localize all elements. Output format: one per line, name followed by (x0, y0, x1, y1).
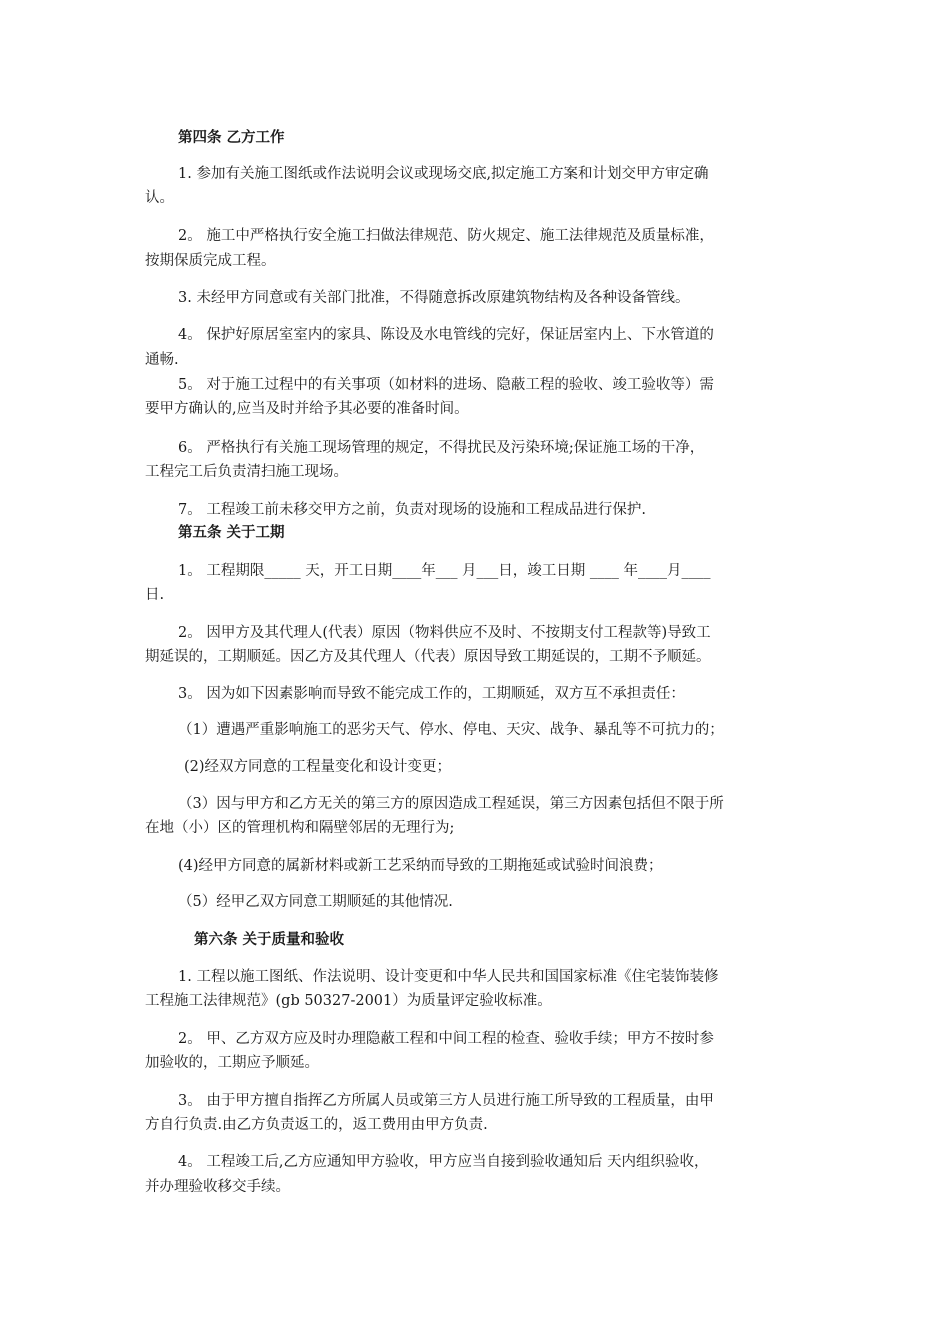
s6-para-1-line-2: 工程施工法律规范》(gb 50327-2001）为质量评定验收标准。 (145, 993, 552, 1009)
s4-para-1-line-1: 1. 参加有关施工图纸或作法说明会议或现场交底,拟定施工方案和计划交甲方审定确 (178, 166, 709, 182)
s4-para-6-line-1: 6。 严格执行有关施工现场管理的规定，不得扰民及污染环境;保证施工场的干净， (178, 440, 705, 456)
s6-para-3-line-1: 3。 由于甲方擅自指挥乙方所属人员或第三方人员进行施工所导致的工程质量，由甲 (178, 1093, 714, 1109)
s6-para-3-line-2: 方自行负责.由乙方负责返工的，返工费用由甲方负责. (145, 1117, 488, 1133)
s5-para-3-line-1: 3。 因为如下因素影响而导致不能完成工作的，工期顺延，双方互不承担责任： (178, 686, 685, 702)
s4-para-4-line-2: 通畅. (145, 352, 179, 368)
s5-item-2-line-1: (2)经双方同意的工程量变化和设计变更； (184, 759, 452, 775)
s4-para-5-line-2: 要甲方确认的,应当及时并给予其必要的准备时间。 (145, 401, 469, 417)
s6-para-2-line-2: 加验收的，工期应予顺延。 (145, 1055, 319, 1071)
s5-item-1-line-1: （1）遭遇严重影响施工的恶劣天气、停水、停电、天灾、战争、暴乱等不可抗力的； (178, 722, 724, 738)
s5-para-2-line-1: 2。 因甲方及其代理人(代表）原因（物料供应不及时、不按期支付工程款等)导致工 (178, 625, 711, 641)
s4-para-2-line-2: 按期保质完成工程。 (145, 253, 276, 269)
s5-para-2-line-2: 期延误的，工期顺延。因乙方及其代理人（代表）原因导致工期延误的，工期不予顺延。 (145, 649, 711, 665)
s5-item-4-line-1: (4)经甲方同意的属新材料或新工艺采纳而导致的工期拖延或试验时间浪费； (178, 858, 663, 874)
s4-para-3-line-1: 3. 未经甲方同意或有关部门批准，不得随意拆改原建筑物结构及各种设备管线。 (178, 290, 690, 306)
s5-item-3-line-1: （3）因与甲方和乙方无关的第三方的原因造成工程延误，第三方因素包括但不限于所 (178, 796, 724, 812)
s5-item-5-line-1: （5）经甲乙双方同意工期顺延的其他情况. (178, 894, 453, 910)
s6-para-2-line-1: 2。 甲、乙方双方应及时办理隐蔽工程和中间工程的检查、验收手续；甲方不按时参 (178, 1031, 714, 1047)
s6-para-4-line-1: 4。 工程竣工后,乙方应通知甲方验收，甲方应当自接到验收通知后 天内组织验收， (178, 1154, 709, 1170)
s4-para-6-line-2: 工程完工后负责清扫施工现场。 (145, 464, 348, 480)
s5-para-1-line-2: 日. (145, 587, 165, 603)
s6-para-4-line-2: 并办理验收移交手续。 (145, 1179, 290, 1195)
section-4-heading: 第四条 乙方工作 (178, 130, 285, 146)
s4-para-4-line-1: 4。 保护好原居室室内的家具、陈设及水电管线的完好，保证居室内上、下水管道的 (178, 327, 714, 343)
s5-para-1-line-1: 1。 工程期限_____ 天，开工日期____年___ 月___日，竣工日期 ____ 年____月____ (178, 563, 711, 579)
s4-para-2-line-1: 2。 施工中严格执行安全施工扫做法律规范、防火规定、施工法律规范及质量标准， (178, 228, 714, 244)
s4-para-1-line-2: 认。 (145, 190, 174, 206)
s4-para-5-line-1: 5。 对于施工过程中的有关事项（如材料的进场、隐蔽工程的验收、竣工验收等）需 (178, 377, 714, 393)
section-6-heading: 第六条 关于质量和验收 (194, 932, 345, 948)
s5-item-3-line-2: 在地（小）区的管理机构和隔壁邻居的无理行为; (145, 820, 455, 836)
section-5-heading: 第五条 关于工期 (178, 525, 285, 541)
s4-para-7-line-1: 7。 工程竣工前未移交甲方之前，负责对现场的设施和工程成品进行保护. (178, 502, 646, 518)
s6-para-1-line-1: 1. 工程以施工图纸、作法说明、设计变更和中华人民共和国国家标准《住宅装饰装修 (178, 969, 719, 985)
